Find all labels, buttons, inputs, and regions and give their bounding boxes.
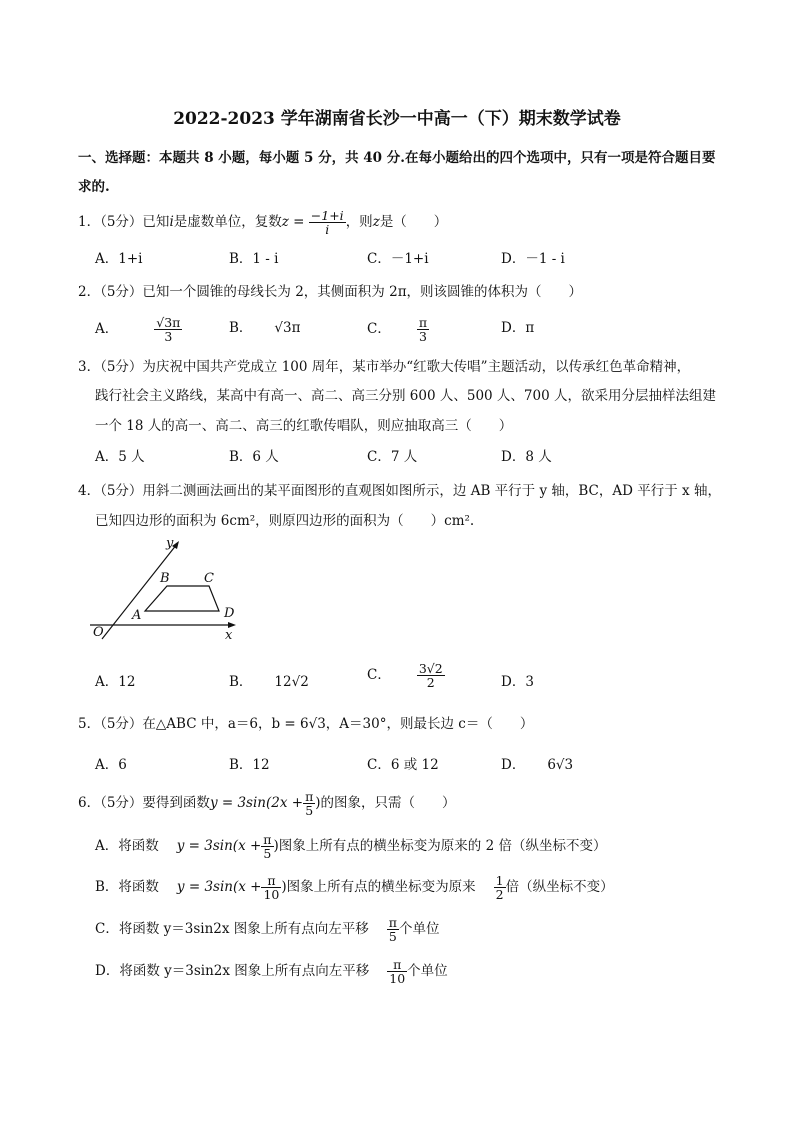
q4-option-b[interactable]: B． 12√2 xyxy=(229,674,309,690)
q6-option-b[interactable]: B．将函数 y = 3sin(x + $\frac{\pi}{10}$ )图象上所有点的横坐标变为原来 $\frac{1}{2}$ 倍（纵坐标不变） xyxy=(95,873,614,903)
fraction: $\frac{√3\pi}{3}$ xyxy=(156,315,181,345)
fraction: $\frac{3√2}{2}$ xyxy=(418,661,443,691)
q1-option-b[interactable]: B．1 - i xyxy=(229,251,279,267)
question-2-stem: 2．（5分）已知一个圆锥的母线长为 2，其侧面积为 2π，则该圆锥的体积为（ ） xyxy=(78,284,583,300)
q3-option-b[interactable]: B．6 人 xyxy=(229,449,279,465)
fraction: $\frac{-1+i}{i}$ xyxy=(310,208,344,238)
q5-option-a[interactable]: A．6 xyxy=(95,757,127,773)
question-3-line3: 一个 18 人的高一、高二、高三的红歌传唱队，则应抽取高三（ ） xyxy=(95,418,513,434)
q4-option-d[interactable]: D．3 xyxy=(501,674,534,690)
question-1-stem: 1．（5分）已知i是虚数单位，复数z = $\frac{-1+i}{i}$ ，则z是（ ） xyxy=(78,208,448,238)
question-6-stem: 6．（5分）要得到函数y = 3sin(2x + $\frac{\pi}{5}$ )的图象，只需（ ） xyxy=(78,789,456,819)
label-x: x xyxy=(225,628,233,643)
label-b: B xyxy=(160,571,170,586)
q2-option-c[interactable]: C． $\frac{\pi}{3}$ xyxy=(367,315,428,345)
question-5-stem: 5．（5分）在△ABC 中，a＝6，b = 6√3，A＝30°，则最长边 c＝（ ） xyxy=(78,716,534,732)
oblique-axis-figure xyxy=(88,535,248,645)
q1-option-a[interactable]: A．1+i xyxy=(95,251,143,267)
label-y: y xyxy=(166,536,174,551)
label-o: O xyxy=(93,625,104,640)
quadrilateral-abcd xyxy=(145,586,219,611)
section-header-line1: 一、选择题：本题共 8 小题，每小题 5 分，共 40 分.在每小题给出的四个选项中，只有一项是符合题目要 xyxy=(78,150,716,166)
q4-option-a[interactable]: A．12 xyxy=(95,674,136,690)
q3-option-a[interactable]: A．5 人 xyxy=(95,449,145,465)
q1-option-d[interactable]: D．－1 - i xyxy=(501,251,565,267)
section-header-line2: 求的. xyxy=(78,179,110,195)
fraction: $\frac{1}{2}$ xyxy=(495,873,504,903)
label-a: A xyxy=(132,608,142,623)
q6-option-c[interactable]: C．将函数 y＝3sin2x 图象上所有点向左平移 $\frac{\pi}{5}$ 个单位 xyxy=(95,915,440,945)
fraction: $\frac{\pi}{3}$ xyxy=(418,315,428,345)
question-3-line2: 践行社会主义路线，某高中有高一、高二、高三分别 600 人、500 人、700 人，欲采用分层抽样法组建 xyxy=(95,388,716,404)
q2-option-b[interactable]: B． √3π xyxy=(229,320,301,336)
q5-option-b[interactable]: B．12 xyxy=(229,757,270,773)
label-d: D xyxy=(224,606,235,621)
q2-option-a[interactable]: A． $\frac{√3\pi}{3}$ xyxy=(95,315,181,345)
q2-option-d[interactable]: D．π xyxy=(501,320,535,336)
fraction: $\frac{\pi}{5}$ xyxy=(388,915,397,945)
q6-option-d[interactable]: D．将函数 y＝3sin2x 图象上所有点向左平移 $\frac{\pi}{10}$ 个单位 xyxy=(95,957,448,987)
q1-option-c[interactable]: C．－1+i xyxy=(367,251,429,267)
fraction: $\frac{\pi}{5}$ xyxy=(305,789,314,819)
question-4-line1: 4．（5分）用斜二测画法画出的某平面图形的直观图如图所示，边 AB 平行于 y 轴，BC，AD 平行于 x 轴， xyxy=(78,483,721,499)
q5-option-d[interactable]: D． 6√3 xyxy=(501,757,574,773)
q3-option-c[interactable]: C．7 人 xyxy=(367,449,418,465)
page-title: 2022-2023 学年湖南省长沙一中高一（下）期末数学试卷 xyxy=(173,109,621,129)
question-4-line2: 已知四边形的面积为 6cm²，则原四边形的面积为（ ）cm². xyxy=(95,513,475,529)
fraction: $\frac{\pi}{10}$ xyxy=(389,957,406,987)
q4-option-c[interactable]: C． $\frac{3√2}{2}$ xyxy=(367,661,443,691)
q5-option-c[interactable]: C．6 或 12 xyxy=(367,757,439,773)
fraction: $\frac{\pi}{10}$ xyxy=(263,873,280,903)
q3-option-d[interactable]: D．8 人 xyxy=(501,449,552,465)
q6-option-a[interactable]: A．将函数 y = 3sin(x + $\frac{\pi}{5}$ )图象上所有点的横坐标变为原来的 2 倍（纵坐标不变） xyxy=(95,832,607,862)
label-c: C xyxy=(204,571,214,586)
question-3-line1: 3．（5分）为庆祝中国共产党成立 100 周年，某市举办“红歌大传唱”主题活动，以传承红色革命精神， xyxy=(78,359,691,375)
fraction: $\frac{\pi}{5}$ xyxy=(263,832,272,862)
